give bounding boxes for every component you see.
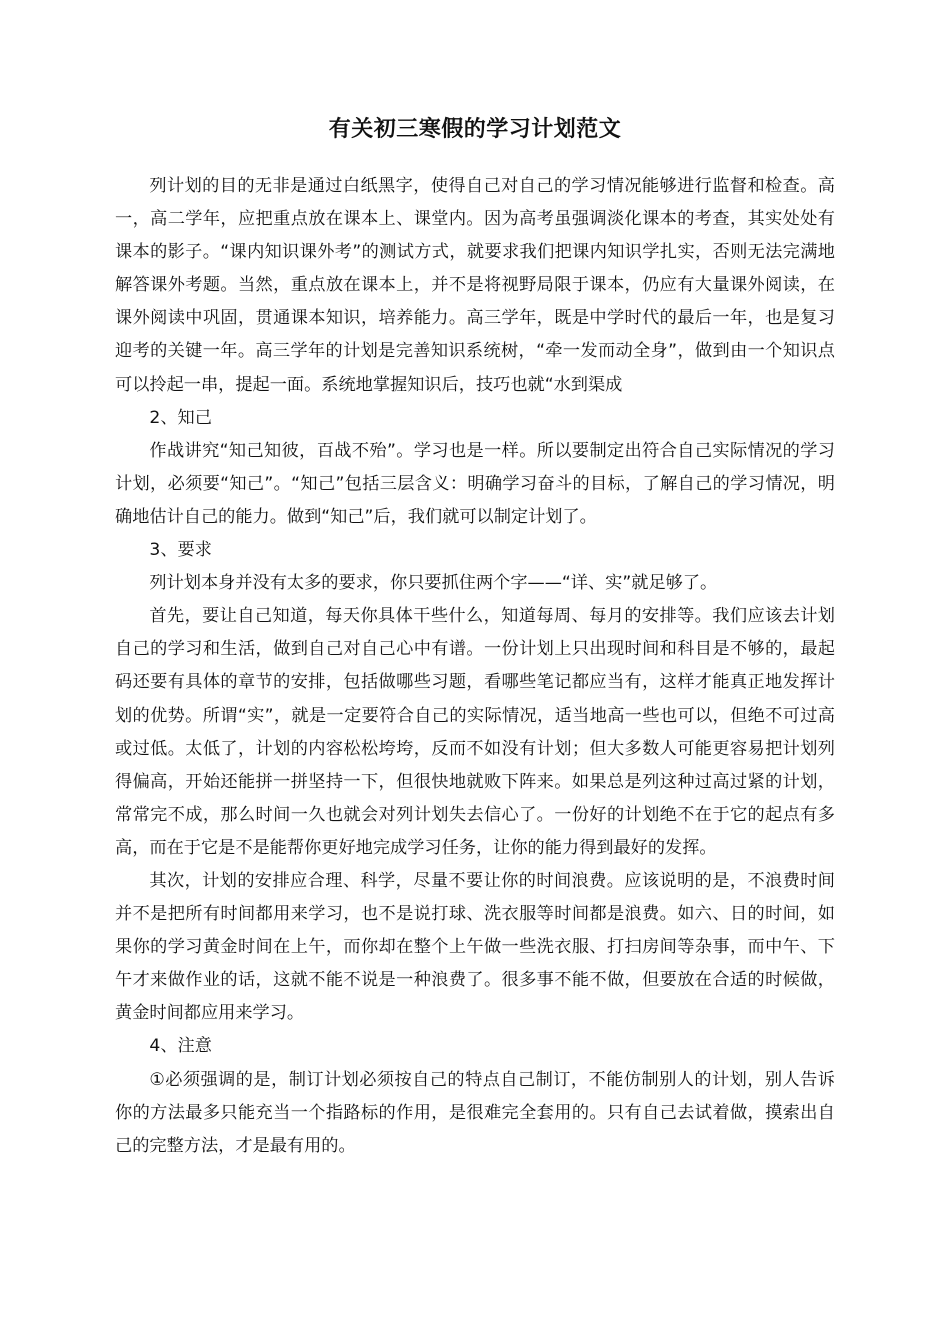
document-title: 有关初三寒假的学习计划范文 bbox=[328, 117, 622, 142]
paragraph-qici: 其次，计划的安排应合理、科学，尽量不要让你的时间浪费。应该说明的是，不浪费时间并不是把所有时间都用来学习，也不是说打球、洗衣服等时间都是浪费。如六、日的时间，如果你的学习黄金时间在上午，而你却在整个上午做一些洗衣服、打扫房间等杂事，而中午、下午才来做作业的话，这就不能不说是一种浪费了。很多事不能不做，但要放在合适的时候做，黄金时间都应用来学习。 bbox=[115, 870, 835, 1024]
section-heading-zhiji: 2、知己 bbox=[149, 407, 212, 428]
section-heading-zhuyi: 4、注意 bbox=[149, 1036, 212, 1057]
section-heading-yaoqiu: 3、要求 bbox=[149, 540, 212, 561]
paragraph-shouxian: 首先，要让自己知道，每天你具体干些什么，知道每周、每月的安排等。我们应该去计划自己的学习和生活，做到自己对自己心中有谱。一份计划上只出现时间和科目是不够的，最起码还要有具体的章节的安排，包括做哪些习题，看哪些笔记都应当有，这样才能真正地发挥计划的优势。所谓“实”，就是一定要符合自己的实际情况，适当地高一些也可以，但绝不可过高或过低。太低了，计划的内容松松垮垮，反而不如没有计划；但大多数人可能更容易把计划列得偏高，开始还能拼一拼坚持一下，但很快地就败下阵来。如果总是列这种过高过紧的计划，常常完不成，那么时间一久也就会对列计划失去信心了。一份好的计划绝不在于它的起点有多高，而在于它是不是能帮你更好地完成学习任务，让你的能力得到最好的发挥。 bbox=[115, 606, 835, 858]
paragraph-zhiji: 作战讲究“知己知彼，百战不殆”。学习也是一样。所以要制定出符合自己实际情况的学习计划，必须要“知己”。“知己”包括三层含义：明确学习奋斗的目标，了解自己的学习情况，明确地估计自己的能力。做到“知己”后，我们就可以制定计划了。 bbox=[115, 440, 835, 527]
paragraph-yaoqiu-summary: 列计划本身并没有太多的要求，你只要抓住两个字——“详、实”就足够了。 bbox=[149, 573, 718, 594]
paragraph-intro: 列计划的目的无非是通过白纸黑字，使得自己对自己的学习情况能够进行监督和检查。高一，高二学年，应把重点放在课本上、课堂内。因为高考虽强调淡化课本的考查，其实处处有课本的影子。“课内知识课外考”的测试方式，就要求我们把课内知识学扎实，否则无法完满地解答课外考题。当然，重点放在课本上，并不是将视野局限于课本，仍应有大量课外阅读，在课外阅读中巩固，贯通课本知识，培养能力。高三学年，既是中学时代的最后一年，也是复习迎考的关键一年。高三学年的计划是完善知识系统树，“牵一发而动全身”，做到由一个知识点可以拎起一串，提起一面。系统地掌握知识后，技巧也就“水到渠成 bbox=[115, 176, 835, 395]
document-body bbox=[115, 170, 835, 1163]
paragraph-zhuyi-1: ①必须强调的是，制订计划必须按自己的特点自己制订，不能仿制别人的计划，别人告诉你的方法最多只能充当一个指路标的作用，是很难完全套用的。只有自己去试着做，摸索出自己的完整方法，才是最有用的。 bbox=[115, 1069, 835, 1156]
